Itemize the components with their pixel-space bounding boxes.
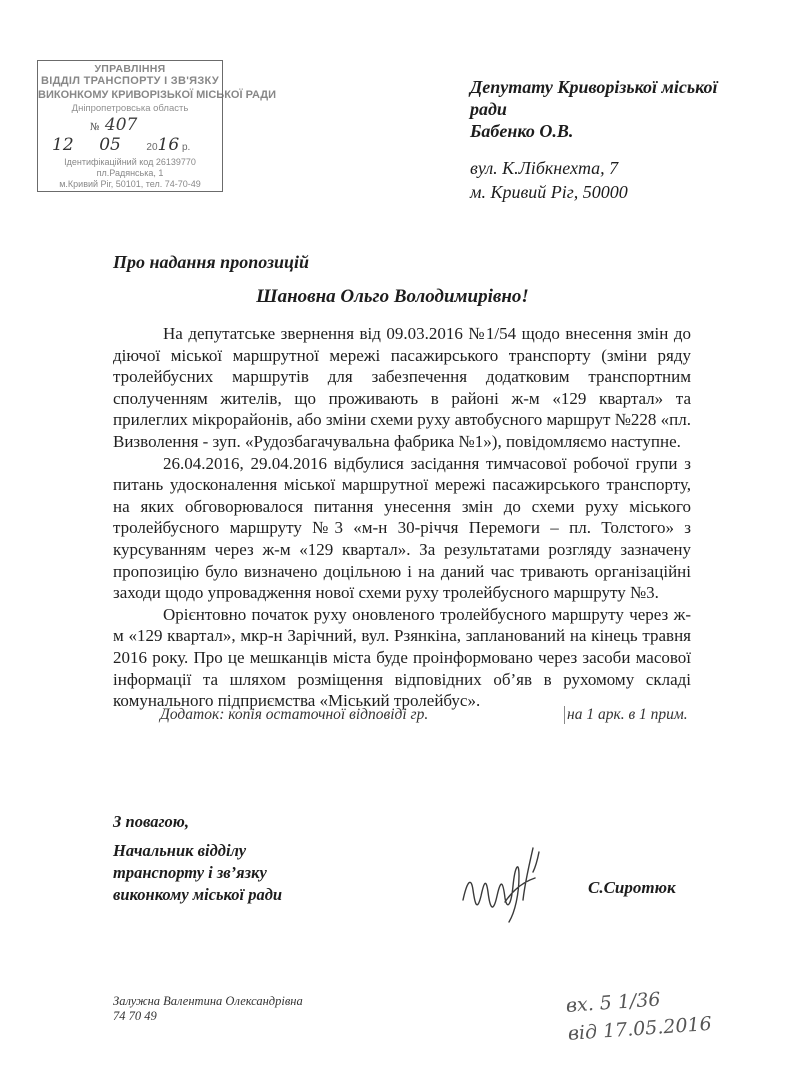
body-paragraph-2: 26.04.2016, 29.04.2016 відбулися засідання тимчасової робочої групи з питань удосконалення міської маршрутної мережі пасажирського транспорту, на яких обговорювалося питання унесення змін до схеми руху міського тролейбусного маршруту №3 «м-н 30-річчя Перемоги – пл. Толстого» з курсуванням через ж-м «129 квартал». За результатами розгляду зазначену пропозицію було визначено доцільною і на даний час тривають організаційні заходи щодо упровадження нової схеми руху тролейбусного маршруту №3.	[113, 453, 691, 603]
signer-name: С.Сиротюк	[588, 878, 676, 897]
position-line-3: виконкому міської ради	[113, 885, 283, 904]
addressee-line-2: ради	[470, 99, 507, 119]
stamp-number-sign: №	[90, 122, 100, 133]
stamp-line-3a: ВИКОНКОМУ КРИВОРІЗЬКОЇ	[38, 89, 194, 101]
stamp-region: Дніпропетровська область	[71, 103, 189, 114]
closing-regards: З повагою,	[113, 812, 189, 831]
stamp-number-value: 407	[104, 115, 138, 135]
registration-stamp	[37, 60, 277, 192]
stamp-year-prefix: 20	[146, 142, 158, 153]
attachment-note: Додаток: копія остаточної відповіді гр.	[160, 706, 429, 723]
body-paragraph-3: Орієнтовно початок руху оновленого тролейбусного маршруту через ж-м «129 квартал», мкр-н Зарічний, вул. Рзянкіна, запланований на кінець травня 2016 року. Про це мешканців міста буде проінформовано через засоби масової інформації та шляхом розміщення відповідних об’яв в рухомому складі комунального підприємства «Міський тролейбус».	[113, 604, 691, 711]
position-line-2: транспорту і зв’язку	[113, 863, 267, 882]
stamp-year-suffix: р.	[181, 142, 191, 153]
addressee-name: Бабенко О.В.	[470, 121, 574, 141]
stamp-registration-date	[52, 135, 222, 155]
stamp-year: 16	[157, 135, 180, 155]
stamp-month: 05	[99, 135, 121, 155]
stamp-city-phone: м.Кривий Ріг, 50101, тел. 74-70-49	[59, 179, 201, 189]
stamp-line-2: ВІДДІЛ ТРАНСПОРТУ І ЗВ'ЯЗКУ	[41, 75, 219, 87]
executor-info	[113, 994, 303, 1024]
body-paragraph-1: На депутатське звернення від 09.03.2016 №1/54 щодо внесення змін до діючої міської маршрутної мережі пасажирського транспорту (зміни ряду тролейбусних маршрутів для забезпечення додатковим транспортним сполученням жителів, що проживають в районі ж-м «129 квартал» та прилеглих мікрорайонів, або зміни схеми руху автобусного маршрут №228 «пл. Визволення - зуп. «Рудозбагачувальна фабрика №1»), повідомляємо наступне.	[113, 324, 691, 451]
addressee-street: вул. К.Лібкнехта, 7	[470, 158, 619, 178]
salutation: Шановна Ольго Володимирівно!	[256, 286, 529, 307]
stamp-line-3b: МІСЬКОЇ РАДИ	[196, 89, 277, 101]
stamp-code: Ідентифікаційний код 26139770	[64, 157, 196, 167]
stamp-line-1: УПРАВЛІННЯ	[94, 63, 166, 75]
position-line-1: Начальник відділу	[113, 841, 247, 860]
handwritten-signature	[455, 842, 565, 932]
stamp-registration-number	[90, 115, 137, 135]
signer-position	[113, 840, 282, 906]
executor-phone: 74 70 49	[113, 1009, 157, 1023]
handwritten-incoming-note	[565, 982, 713, 1048]
addressee-address	[470, 156, 770, 204]
addressee-city: м. Кривий Ріг, 50000	[470, 182, 628, 202]
handnote-line-2: від 17.05.2016	[567, 1012, 713, 1045]
handnote-line-1: вх. 5 1/36	[565, 988, 662, 1017]
executor-name: Залужна Валентина Олександрівна	[113, 994, 303, 1008]
letter-body	[113, 323, 691, 712]
addressee-block	[470, 76, 770, 204]
stamp-street: пл.Радянська, 1	[96, 168, 164, 178]
addressee-line-1: Депутату Криворізької міської	[470, 77, 718, 97]
stamp-day: 12	[52, 135, 74, 155]
letter-subject: Про надання пропозицій	[113, 252, 310, 272]
attachment-pages: на 1 арк. в 1 прим.	[564, 706, 688, 724]
stamp-line-3	[38, 89, 277, 101]
